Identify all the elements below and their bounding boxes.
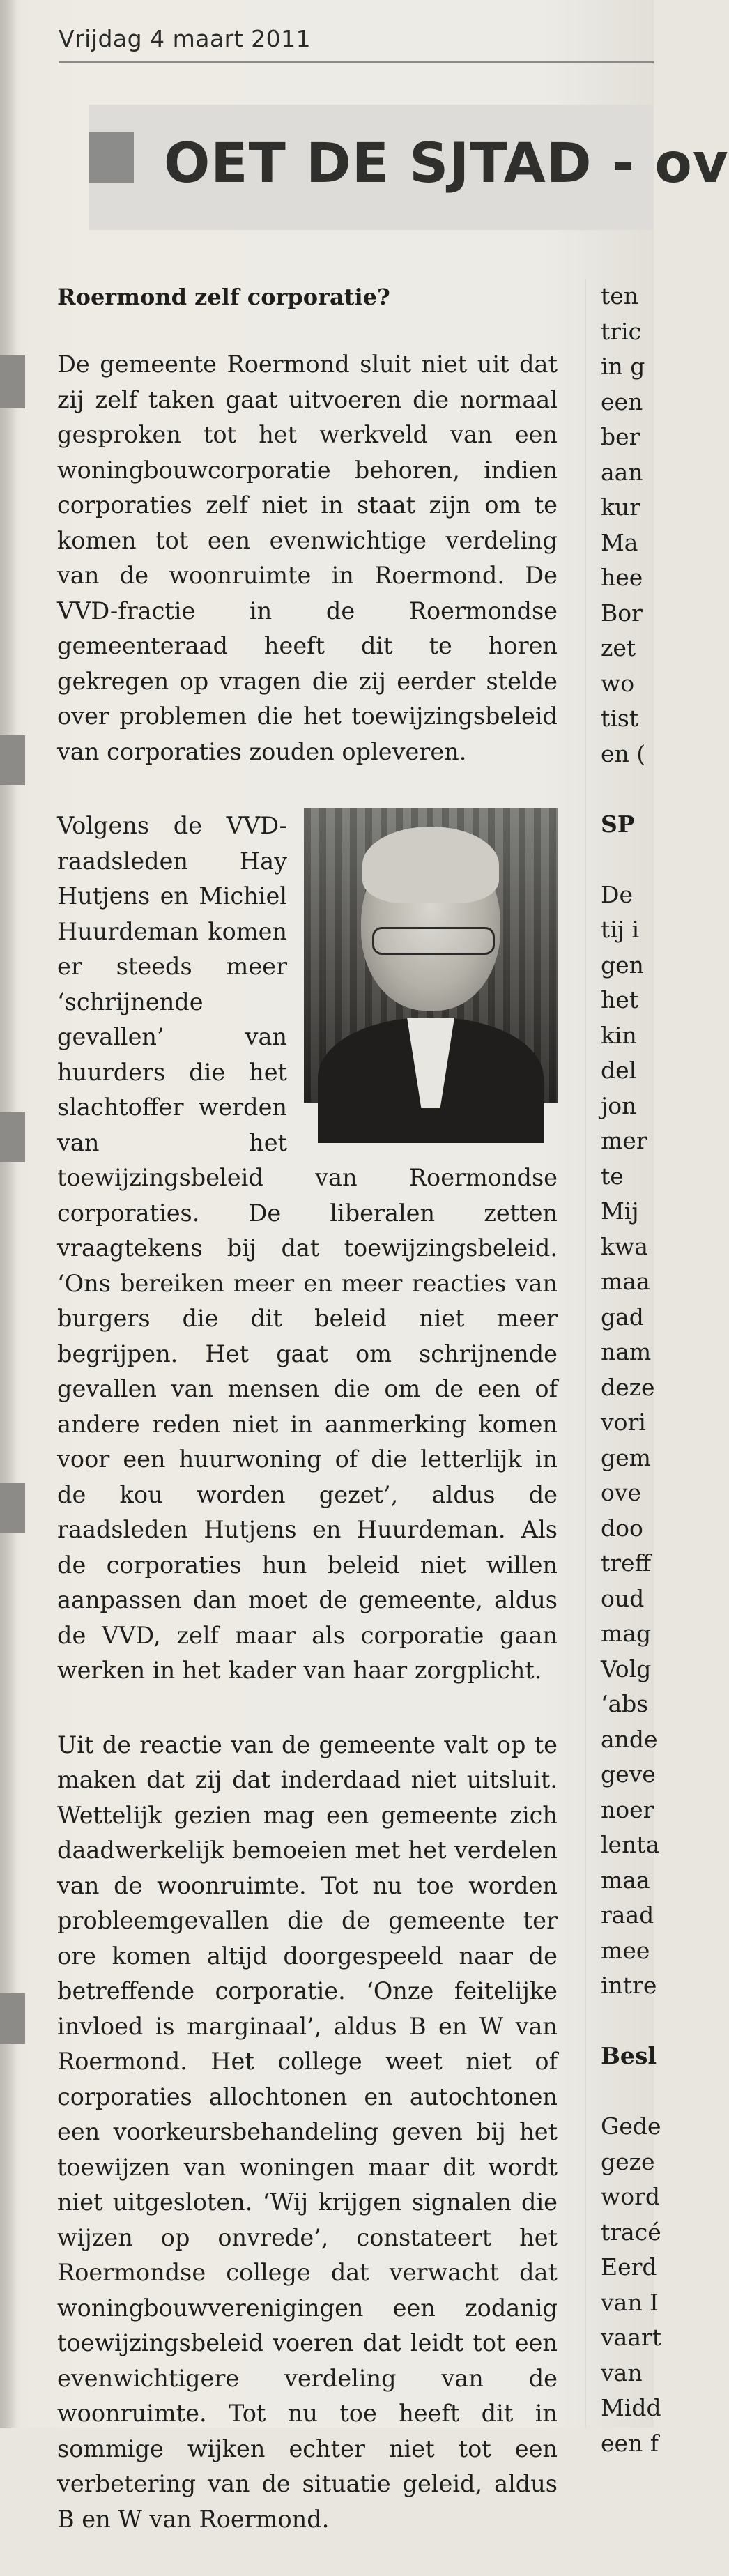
- adjacent-column-line: doo: [601, 1514, 643, 1542]
- edge-mark-mid-3: [0, 1483, 25, 1533]
- adjacent-column-line: Eerd: [601, 2253, 657, 2280]
- column-divider: [585, 279, 586, 2428]
- portrait-photo: [304, 808, 558, 1103]
- adjacent-column-line: ande: [601, 1725, 658, 1753]
- adjacent-column-fragment: [601, 279, 662, 2461]
- adjacent-column-line: ‘abs: [601, 1690, 649, 1717]
- adjacent-column-line: tracé: [601, 2218, 661, 2246]
- adjacent-column-line: geze: [601, 2147, 655, 2175]
- adjacent-column-line: word: [601, 2183, 661, 2210]
- adjacent-column-line: gem: [601, 1443, 651, 1471]
- adjacent-column-line: mag: [601, 1620, 652, 1647]
- section-marker-square: [89, 132, 134, 183]
- adjacent-column-line: tist: [601, 705, 639, 732]
- adjacent-column-line: kin: [601, 1021, 637, 1049]
- adjacent-column-line: tric: [601, 317, 642, 345]
- portrait-glasses: [372, 927, 495, 955]
- section-heading: OET DE SJTAD - ov: [164, 132, 729, 195]
- adjacent-column-line: geve: [601, 1761, 656, 1788]
- adjacent-column-line: deze: [601, 1373, 655, 1401]
- adjacent-column-line: en (: [601, 739, 646, 767]
- adjacent-column-line: maa: [601, 1268, 650, 1295]
- adjacent-column-line: ber: [601, 423, 640, 450]
- adjacent-column-line: [601, 842, 654, 877]
- article-paragraph-2-block: [57, 808, 558, 1689]
- adjacent-column-line: Mij: [601, 1197, 639, 1225]
- adjacent-column-line: van I: [601, 2288, 659, 2316]
- adjacent-column-line: tij i: [601, 916, 640, 943]
- adjacent-column-line: kur: [601, 493, 641, 521]
- article-paragraph-3: Uit de reactie van de gemeente valt op te maken dat zij dat inderdaad niet uitsluit. Wettelijk gezien mag een gemeente zich daadwerkelijk bemoeien met het verdelen van de woonruimte. Tot nu toe worden probleemgevallen die de gemeente ter ore komen altijd doorgespeeld naar de betreffende corporatie. ‘Onze feitelijke invloed is marginaal’, aldus B en W van Roermond. Het college weet niet of corporaties allochtonen en autochtonen een voorkeursbehandeling geven bij het toewijzen van woningen maar dit wordt niet uitgesloten. ‘Wij krijgen signalen die wijzen op onvrede’, constateert het Roermondse college dat verwacht dat woningbouwverenigingen een zodanig toewijzingsbeleid voeren dat leidt tot een evenwichtigere verdeling van de woonruimte. Tot nu toe heeft dit in sommige wijken echter niet tot een verbetering van de situatie geleid, aldus B en W van Roermond.: [57, 1731, 558, 2533]
- adjacent-column-line: jon: [601, 1091, 637, 1119]
- header-rule: [59, 61, 654, 63]
- adjacent-column-line: De: [601, 880, 633, 908]
- adjacent-column-line: vaart: [601, 2324, 662, 2351]
- adjacent-column-line: vori: [601, 1409, 646, 1436]
- adjacent-column-line: Bor: [601, 599, 643, 627]
- adjacent-column-line: Ma: [601, 528, 638, 556]
- adjacent-column-line: in g: [601, 353, 645, 380]
- adjacent-column-line: een: [601, 388, 643, 415]
- adjacent-column-line: mer: [601, 1127, 647, 1154]
- issue-date: Vrijdag 4 maart 2011: [59, 25, 312, 52]
- adjacent-column-line: Besl: [601, 2042, 657, 2069]
- article-column: [57, 279, 558, 2576]
- adjacent-column-line: ove: [601, 1479, 642, 1506]
- adjacent-column-line: [601, 772, 654, 807]
- adjacent-column-line: Midd: [601, 2394, 661, 2421]
- adjacent-column-line: maa: [601, 1866, 650, 1894]
- adjacent-column-line: del: [601, 1057, 637, 1084]
- article-title: Roermond zelf corporatie?: [57, 284, 390, 310]
- adjacent-column-line: hee: [601, 564, 643, 591]
- edge-mark-mid-1: [0, 735, 25, 785]
- adjacent-column-line: van: [601, 2359, 643, 2386]
- portrait-hair: [362, 827, 499, 903]
- adjacent-column-line: het: [601, 986, 639, 1013]
- edge-mark-mid-2: [0, 1112, 25, 1162]
- adjacent-column-line: oud: [601, 1584, 645, 1612]
- adjacent-column-line: een f: [601, 2429, 659, 2457]
- adjacent-column-line: aan: [601, 458, 643, 486]
- adjacent-column-line: kwa: [601, 1232, 648, 1260]
- adjacent-column-line: noer: [601, 1795, 654, 1823]
- adjacent-column-line: te: [601, 1162, 624, 1190]
- adjacent-column-line: ten: [601, 282, 639, 309]
- adjacent-column-line: lenta: [601, 1831, 660, 1858]
- adjacent-column-line: nam: [601, 1338, 652, 1365]
- article-paragraph-1: De gemeente Roermond sluit niet uit dat zij zelf taken gaat uitvoeren die normaal gesproken tot het werkveld van een woningbouwcorporatie behoren, indien corporaties zelf niet in staat zijn om te komen tot een evenwichtige verdeling van de woonruimte in Roermond. De VVD-fractie in de Roermondse gemeenteraad heeft dit te horen gekregen op vragen die zij eerder stelde over problemen die het toewijzingsbeleid van corporaties zouden opleveren.: [57, 351, 558, 765]
- adjacent-column-line: Volg: [601, 1655, 652, 1682]
- adjacent-column-line: gen: [601, 951, 644, 979]
- edge-mark-lower: [0, 1993, 25, 2044]
- adjacent-column-line: Gede: [601, 2113, 661, 2140]
- adjacent-column-line: [601, 2074, 654, 2110]
- adjacent-column-line: raad: [601, 1901, 654, 1929]
- adjacent-column-line: SP: [601, 810, 635, 838]
- edge-mark-top: [0, 355, 25, 408]
- article-paragraph-2: Volgens de VVD-raadsleden Hay Hutjens en Michiel Huurdeman komen er steeds meer ‘schrijnende gevallen’ van huurders die het slachtoffer werden van het toewijzingsbeleid van Roermondse corporaties. De liberalen zetten vraagtekens bij dat toewijzingsbeleid. ‘Ons bereiken meer en meer reacties van burgers die dit beleid niet meer begrijpen. Het gaat om schrijnende gevallen van mensen die om de een of andere reden niet in aanmerking komen voor een huurwoning of die letterlijk in de kou worden gezet’, aldus de raadsleden Hutjens en Huurdeman. Als de corporaties hun beleid niet willen aanpassen dan moet de gemeente, aldus de VVD, zelf maar als corporatie gaan werken in het kader van haar zorgplicht.: [57, 812, 558, 1684]
- adjacent-column-line: wo: [601, 669, 635, 697]
- adjacent-column-line: [601, 2004, 654, 2039]
- adjacent-column-line: gad: [601, 1303, 644, 1331]
- adjacent-column-line: mee: [601, 1936, 650, 1964]
- adjacent-column-line: zet: [601, 634, 636, 661]
- adjacent-column-line: treff: [601, 1549, 652, 1577]
- adjacent-column-line: intre: [601, 1972, 657, 1999]
- photo-figure: [304, 808, 558, 1142]
